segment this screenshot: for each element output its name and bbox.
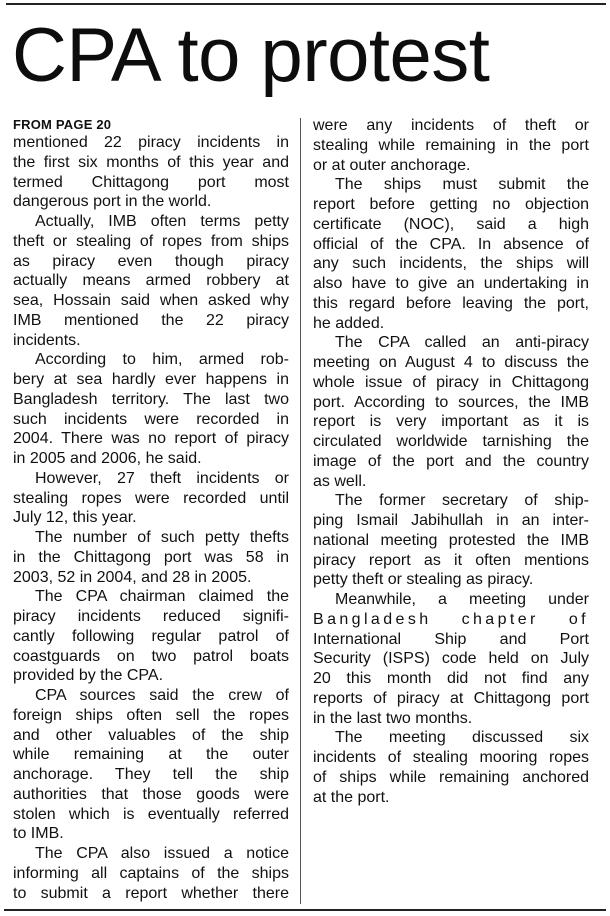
left-column-line: and other valuables of the ship bbox=[13, 726, 289, 744]
right-column-line: petty theft or stealing as piracy. bbox=[313, 571, 534, 589]
right-column-line: The CPA called an anti-piracy bbox=[335, 334, 589, 352]
left-column-line: The CPA also issued a notice bbox=[35, 845, 289, 862]
right-column-line: at the port. bbox=[313, 788, 390, 806]
left-column-body bbox=[13, 133, 289, 903]
right-column-line: The former secretary of ship- bbox=[335, 492, 589, 510]
left-column-line: piracy incidents reduced signifi- bbox=[13, 608, 289, 625]
right-column-line: report before getting no objection bbox=[313, 196, 589, 213]
right-column-line: or at outer anchorage. bbox=[313, 156, 471, 174]
right-column-line: whole issue of piracy in Chittagong bbox=[313, 373, 589, 391]
right-column-line: in the last two months. bbox=[313, 709, 473, 727]
left-column bbox=[13, 117, 289, 903]
right-column-line: any such incidents, the ships will bbox=[313, 255, 589, 273]
left-column-line: bery at sea hardly ever happens in bbox=[13, 371, 289, 388]
right-column-line: incidents of stealing mooring ropes bbox=[313, 749, 589, 766]
left-column-line: actually means armed robbery at bbox=[13, 272, 289, 290]
headline: CPA to protest bbox=[12, 13, 490, 98]
left-column-line: sea, Hossain said when asked why bbox=[13, 292, 289, 309]
left-column-line: cantly following regular patrol of bbox=[13, 627, 289, 645]
left-column-line: theft or stealing of ropes from ships bbox=[13, 232, 289, 250]
right-column-body bbox=[313, 116, 589, 807]
right-column-line: certificate (NOC), said a high bbox=[313, 215, 589, 233]
right-column-line: this regard before leaving the port, bbox=[313, 294, 589, 312]
left-column-line: foreign ships often sell the ropes bbox=[13, 706, 289, 724]
right-column-line: piracy report as it often mentions bbox=[313, 551, 589, 569]
right-column-line: image of the port and the country bbox=[313, 452, 589, 470]
left-column-line: CPA sources said the crew of bbox=[35, 687, 289, 704]
top-rule bbox=[6, 3, 606, 5]
left-column-line: incidents. bbox=[13, 331, 81, 349]
left-column-line: to submit a report whether there bbox=[13, 884, 289, 902]
right-column-line: as well. bbox=[313, 472, 367, 490]
right-column-line: official of the CPA. In absence of bbox=[313, 235, 589, 253]
right-column-line: Bangladesh chapter of bbox=[313, 610, 589, 628]
left-column-line: The number of such petty thefts bbox=[35, 529, 289, 546]
right-column-line: The meeting discussed six bbox=[335, 729, 589, 747]
left-column-line: The CPA chairman claimed the bbox=[35, 588, 289, 606]
left-column-line: in 2005 and 2006, he said. bbox=[13, 450, 202, 467]
right-column-line: of ships while remaining anchored bbox=[313, 768, 589, 786]
right-column-line: meeting on August 4 to discuss the bbox=[313, 354, 589, 371]
left-column-line: the first six months of this year and bbox=[13, 153, 289, 171]
right-column-line: he added. bbox=[313, 314, 385, 332]
left-column-line: provided by the CPA. bbox=[13, 667, 164, 685]
left-column-line: as piracy even though piracy bbox=[13, 252, 289, 270]
right-column-line: circulated worldwide tarnishing the bbox=[313, 433, 589, 450]
left-column-line: 2003, 52 in 2004, and 28 in 2005. bbox=[13, 568, 252, 586]
continuation-kicker: FROM PAGE 20 bbox=[13, 117, 112, 132]
left-column-line: while remaining at the outer bbox=[13, 746, 289, 764]
left-column-line: anchorage. They tell the ship bbox=[13, 766, 289, 783]
right-column-line: International Ship and Port bbox=[313, 630, 589, 648]
left-column-line: Actually, IMB often terms petty bbox=[35, 213, 289, 230]
right-column-line: also have to give an undertaking in bbox=[313, 275, 589, 292]
left-column-line: 2004. There was no report of piracy bbox=[13, 430, 289, 448]
right-column-line: report is very important as it is bbox=[313, 413, 589, 431]
left-column-line: Bangladesh territory. The last two bbox=[13, 390, 289, 408]
left-column-line: dangerous port in the world. bbox=[13, 193, 212, 211]
right-column-line: Security (ISPS) code held on July bbox=[313, 650, 589, 668]
left-column-line: stealing ropes were recorded until bbox=[13, 489, 289, 507]
right-column bbox=[313, 116, 589, 807]
left-column-line: in the Chittagong port was 58 in bbox=[13, 548, 289, 566]
left-column-line: informing all captains of the ships bbox=[13, 864, 289, 882]
left-column-line: mentioned 22 piracy incidents in bbox=[13, 134, 289, 151]
left-column-line: According to him, armed rob- bbox=[35, 351, 289, 369]
right-column-line: national meeting protested the IMB bbox=[313, 531, 589, 549]
right-column-line: 20 this month did not find any bbox=[313, 670, 589, 687]
left-column-line: July 12, this year. bbox=[13, 509, 137, 527]
left-column-line: However, 27 theft incidents or bbox=[35, 469, 289, 487]
right-column-line: were any incidents of theft or bbox=[313, 117, 589, 134]
right-column-line: Meanwhile, a meeting under bbox=[335, 591, 589, 608]
left-column-line: authorities that those goods were bbox=[13, 785, 289, 803]
right-column-line: ping Ismail Jabihullah in an inter- bbox=[313, 512, 589, 529]
right-column-line: stealing while remaining in the port bbox=[313, 136, 589, 154]
right-column-line: port. According to sources, the IMB bbox=[313, 393, 589, 411]
left-column-line: termed Chittagong port most bbox=[13, 173, 289, 191]
column-divider bbox=[300, 118, 301, 904]
left-column-line: such incidents were recorded in bbox=[13, 410, 289, 428]
left-column-line: to IMB. bbox=[13, 825, 64, 843]
right-column-line: reports of piracy at Chittagong port bbox=[313, 689, 589, 707]
right-column-line: The ships must submit the bbox=[335, 176, 589, 194]
left-column-line: coastguards on two patrol boats bbox=[13, 647, 289, 665]
bottom-rule bbox=[4, 909, 606, 911]
left-column-line: stolen which is eventually referred bbox=[13, 805, 289, 823]
left-column-line: IMB mentioned the 22 piracy bbox=[13, 311, 289, 329]
